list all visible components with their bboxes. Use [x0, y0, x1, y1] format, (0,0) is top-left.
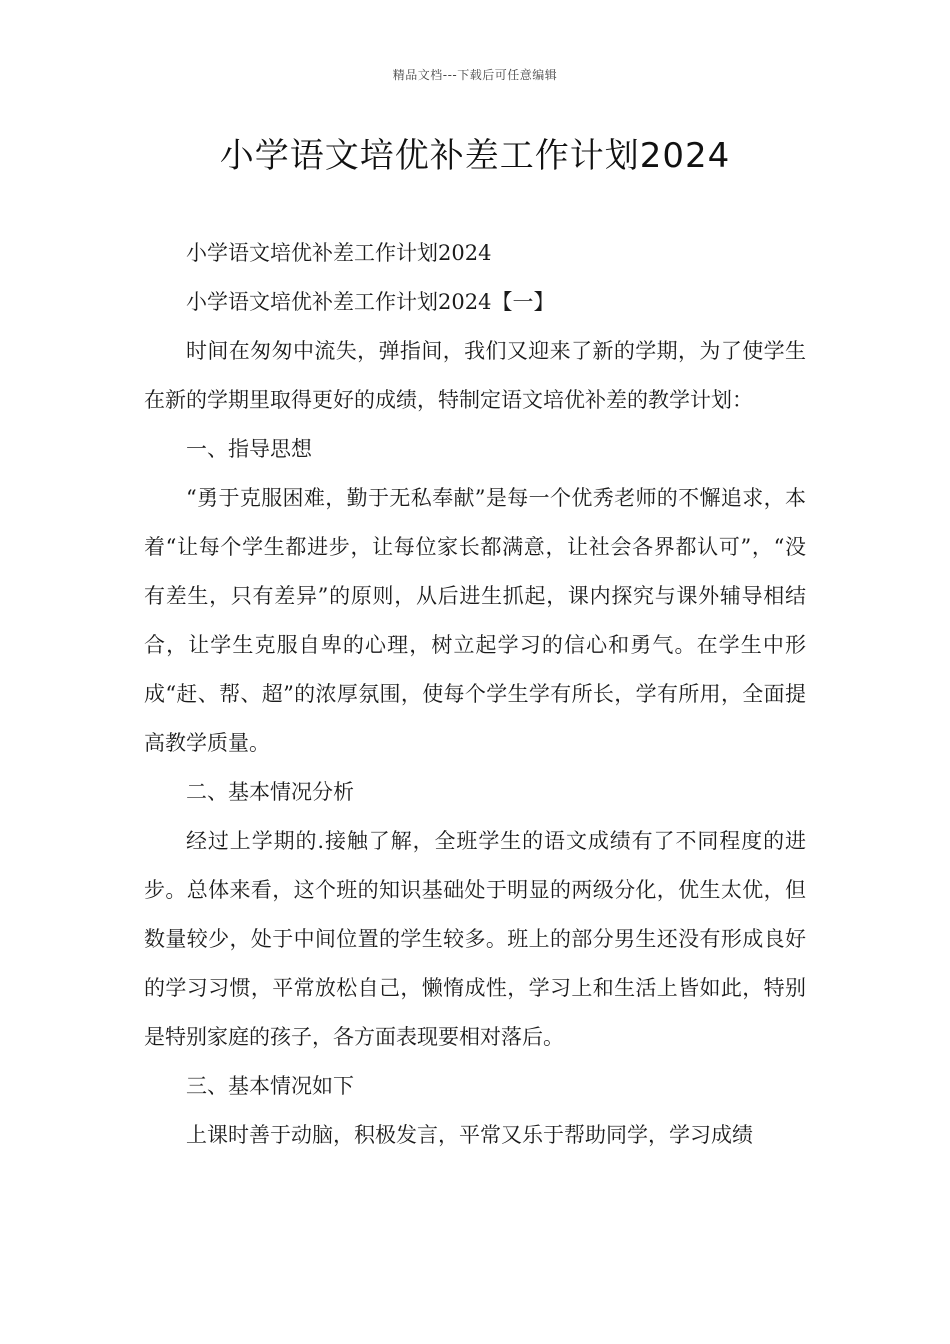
section-heading-guiding-ideology: 一、指导思想 [186, 437, 312, 461]
document-title: 小学语文培优补差工作计划2024 [219, 136, 731, 176]
subtitle-line: 小学语文培优补差工作计划2024 [186, 241, 492, 265]
basic-situation-paragraph: 上课时善于动脑，积极发言，平常又乐于帮助同学，学习成绩 [186, 1123, 753, 1147]
header-note: 精品文档---下载后可任意编辑 [392, 68, 558, 82]
section-heading-situation-analysis: 二、基本情况分析 [186, 780, 354, 804]
intro-paragraph: 时间在匆匆中流失，弹指间，我们又迎来了新的学期，为了使学生在新的学期里取得更好的成绩，特制定语文培优补差的教学计划： [144, 339, 806, 412]
document-body [144, 229, 806, 1160]
section-heading-basic-situation: 三、基本情况如下 [186, 1074, 354, 1098]
guiding-ideology-paragraph: “勇于克服困难，勤于无私奉献”是每一个优秀老师的不懈追求，本着“让每个学生都进步，让每位家长都满意，让社会各界都认可”，“没有差生，只有差异”的原则，从后进生抓起，课内探究与课外辅导相结合，让学生克服自卑的心理，树立起学习的信心和勇气。在学生中形成“赶、帮、超”的浓厚氛围，使每个学生学有所长，学有所用，全面提高教学质量。 [144, 486, 806, 755]
section-heading-part-one: 小学语文培优补差工作计划2024【一】 [186, 290, 555, 314]
situation-analysis-paragraph: 经过上学期的.接触了解，全班学生的语文成绩有了不同程度的进步。总体来看，这个班的知识基础处于明显的两级分化，优生太优，但数量较少，处于中间位置的学生较多。班上的部分男生还没有形成良好的学习习惯，平常放松自己，懒惰成性，学习上和生活上皆如此，特别是特别家庭的孩子，各方面表现要相对落后。 [144, 829, 806, 1049]
